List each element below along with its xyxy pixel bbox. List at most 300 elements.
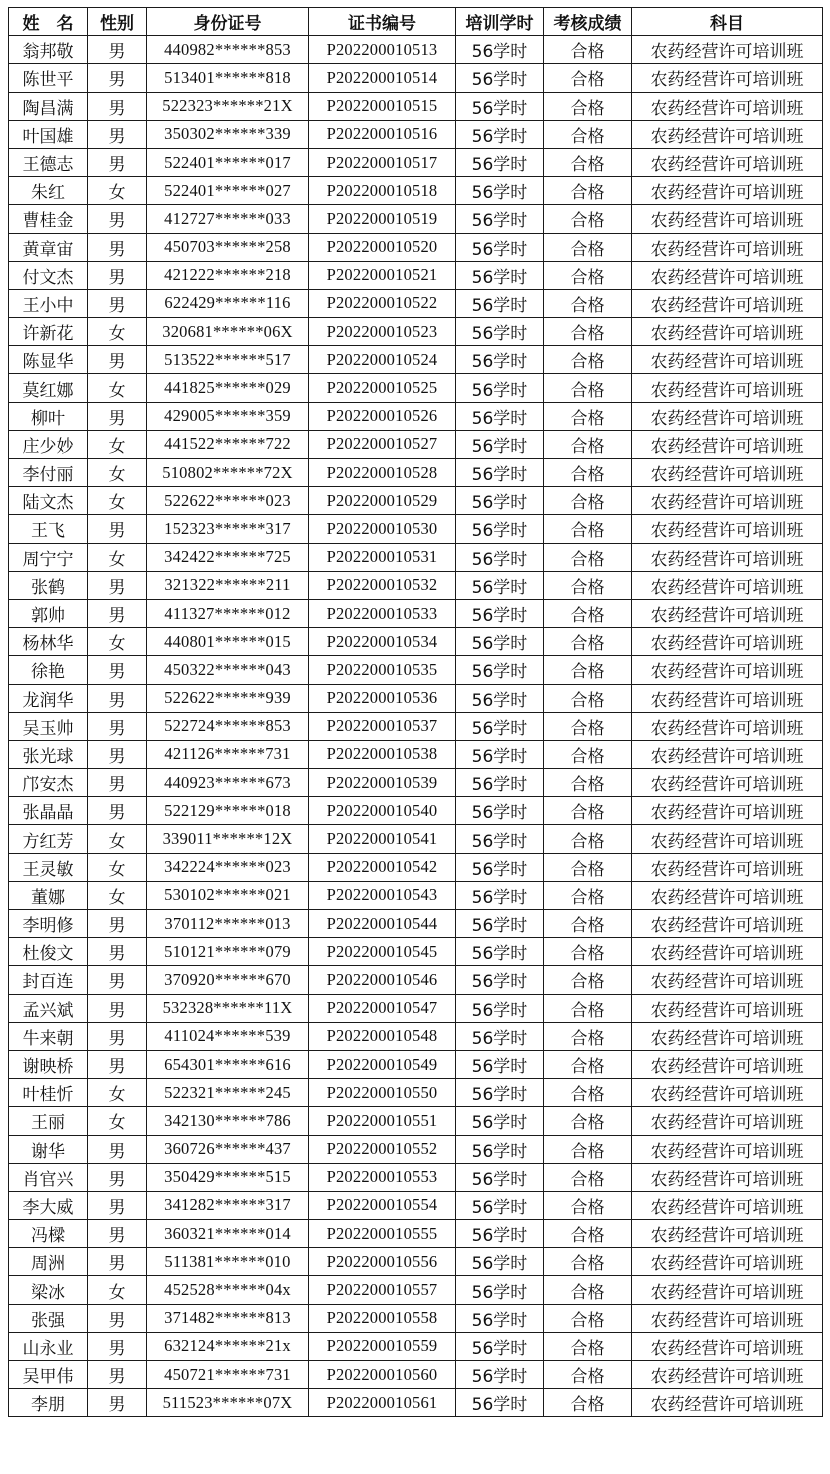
table-row — [9, 346, 823, 374]
gender-cell: 男 — [88, 205, 147, 233]
table-row — [9, 1304, 823, 1332]
name-cell: 许新花 — [9, 318, 88, 346]
subject-cell: 农药经营许可培训班 — [632, 289, 823, 317]
training-hours-cell: 56学时 — [456, 36, 544, 64]
training-hours-cell: 56学时 — [456, 177, 544, 205]
certificate-number-cell: P202200010558 — [309, 1304, 456, 1332]
assessment-result-cell: 合格 — [544, 712, 632, 740]
gender-cell: 女 — [88, 374, 147, 402]
name-cell: 郭帅 — [9, 599, 88, 627]
gender-cell: 女 — [88, 825, 147, 853]
certificate-number-cell: P202200010543 — [309, 881, 456, 909]
subject-cell: 农药经营许可培训班 — [632, 346, 823, 374]
assessment-result-cell: 合格 — [544, 318, 632, 346]
id-number-cell: 360321******014 — [147, 1220, 309, 1248]
table-row — [9, 1191, 823, 1219]
subject-cell: 农药经营许可培训班 — [632, 64, 823, 92]
table-row — [9, 825, 823, 853]
name-cell: 王小中 — [9, 289, 88, 317]
table-row — [9, 1389, 823, 1417]
training-hours-cell: 56学时 — [456, 966, 544, 994]
name-cell: 陶昌满 — [9, 92, 88, 120]
header-name: 姓 名 — [9, 8, 88, 36]
training-hours-cell: 56学时 — [456, 233, 544, 261]
assessment-result-cell: 合格 — [544, 769, 632, 797]
certificate-number-cell: P202200010524 — [309, 346, 456, 374]
training-hours-cell: 56学时 — [456, 459, 544, 487]
id-number-cell: 342130******786 — [147, 1107, 309, 1135]
certificate-number-cell: P202200010553 — [309, 1163, 456, 1191]
certificate-number-cell: P202200010535 — [309, 656, 456, 684]
subject-cell: 农药经营许可培训班 — [632, 148, 823, 176]
gender-cell: 男 — [88, 92, 147, 120]
id-number-cell: 450703******258 — [147, 233, 309, 261]
table-row — [9, 994, 823, 1022]
subject-cell: 农药经营许可培训班 — [632, 910, 823, 938]
table-row — [9, 1079, 823, 1107]
gender-cell: 女 — [88, 318, 147, 346]
name-cell: 叶桂忻 — [9, 1079, 88, 1107]
subject-cell: 农药经营许可培训班 — [632, 1276, 823, 1304]
table-row — [9, 656, 823, 684]
training-hours-cell: 56学时 — [456, 402, 544, 430]
gender-cell: 男 — [88, 1361, 147, 1389]
assessment-result-cell: 合格 — [544, 233, 632, 261]
gender-cell: 男 — [88, 1163, 147, 1191]
id-number-cell: 441825******029 — [147, 374, 309, 402]
training-hours-cell: 56学时 — [456, 712, 544, 740]
table-row — [9, 233, 823, 261]
subject-cell: 农药经营许可培训班 — [632, 402, 823, 430]
assessment-result-cell: 合格 — [544, 684, 632, 712]
training-hours-cell: 56学时 — [456, 318, 544, 346]
id-number-cell: 511381******010 — [147, 1248, 309, 1276]
gender-cell: 男 — [88, 1022, 147, 1050]
training-hours-cell: 56学时 — [456, 1079, 544, 1107]
subject-cell: 农药经营许可培训班 — [632, 459, 823, 487]
name-cell: 邝安杰 — [9, 769, 88, 797]
subject-cell: 农药经营许可培训班 — [632, 1332, 823, 1360]
gender-cell: 女 — [88, 459, 147, 487]
assessment-result-cell: 合格 — [544, 1276, 632, 1304]
name-cell: 冯樑 — [9, 1220, 88, 1248]
gender-cell: 男 — [88, 261, 147, 289]
name-cell: 张光球 — [9, 740, 88, 768]
table-row — [9, 740, 823, 768]
id-number-cell: 622429******116 — [147, 289, 309, 317]
gender-cell: 男 — [88, 599, 147, 627]
subject-cell: 农药经营许可培训班 — [632, 1050, 823, 1078]
training-hours-cell: 56学时 — [456, 64, 544, 92]
subject-cell: 农药经营许可培训班 — [632, 261, 823, 289]
assessment-result-cell: 合格 — [544, 1135, 632, 1163]
training-hours-cell: 56学时 — [456, 1163, 544, 1191]
table-row — [9, 769, 823, 797]
header-id-number: 身份证号 — [147, 8, 309, 36]
name-cell: 柳叶 — [9, 402, 88, 430]
id-number-cell: 450322******043 — [147, 656, 309, 684]
id-number-cell: 440923******673 — [147, 769, 309, 797]
id-number-cell: 421222******218 — [147, 261, 309, 289]
training-hours-cell: 56学时 — [456, 1050, 544, 1078]
assessment-result-cell: 合格 — [544, 656, 632, 684]
name-cell: 王飞 — [9, 515, 88, 543]
name-cell: 莫红娜 — [9, 374, 88, 402]
certificate-number-cell: P202200010547 — [309, 994, 456, 1022]
assessment-result-cell: 合格 — [544, 374, 632, 402]
certificate-number-cell: P202200010551 — [309, 1107, 456, 1135]
certificate-number-cell: P202200010533 — [309, 599, 456, 627]
subject-cell: 农药经营许可培训班 — [632, 966, 823, 994]
table-row — [9, 430, 823, 458]
name-cell: 翁邦敬 — [9, 36, 88, 64]
certificate-number-cell: P202200010536 — [309, 684, 456, 712]
table-row — [9, 402, 823, 430]
id-number-cell: 511523******07X — [147, 1389, 309, 1417]
id-number-cell: 522323******21X — [147, 92, 309, 120]
assessment-result-cell: 合格 — [544, 1079, 632, 1107]
table-row — [9, 177, 823, 205]
training-hours-cell: 56学时 — [456, 543, 544, 571]
training-hours-cell: 56学时 — [456, 628, 544, 656]
trainee-roster-table — [8, 7, 823, 1417]
name-cell: 方红芳 — [9, 825, 88, 853]
assessment-result-cell: 合格 — [544, 346, 632, 374]
name-cell: 曹桂金 — [9, 205, 88, 233]
subject-cell: 农药经营许可培训班 — [632, 515, 823, 543]
name-cell: 李大威 — [9, 1191, 88, 1219]
training-hours-cell: 56学时 — [456, 881, 544, 909]
training-hours-cell: 56学时 — [456, 769, 544, 797]
training-hours-cell: 56学时 — [456, 261, 544, 289]
assessment-result-cell: 合格 — [544, 1361, 632, 1389]
assessment-result-cell: 合格 — [544, 1191, 632, 1219]
gender-cell: 男 — [88, 64, 147, 92]
subject-cell: 农药经营许可培训班 — [632, 656, 823, 684]
assessment-result-cell: 合格 — [544, 402, 632, 430]
name-cell: 梁冰 — [9, 1276, 88, 1304]
id-number-cell: 441522******722 — [147, 430, 309, 458]
certificate-number-cell: P202200010519 — [309, 205, 456, 233]
id-number-cell: 360726******437 — [147, 1135, 309, 1163]
name-cell: 杜俊文 — [9, 938, 88, 966]
certificate-number-cell: P202200010550 — [309, 1079, 456, 1107]
certificate-number-cell: P202200010556 — [309, 1248, 456, 1276]
subject-cell: 农药经营许可培训班 — [632, 1022, 823, 1050]
subject-cell: 农药经营许可培训班 — [632, 177, 823, 205]
name-cell: 王丽 — [9, 1107, 88, 1135]
assessment-result-cell: 合格 — [544, 36, 632, 64]
table-row — [9, 92, 823, 120]
training-hours-cell: 56学时 — [456, 599, 544, 627]
training-hours-cell: 56学时 — [456, 430, 544, 458]
name-cell: 龙润华 — [9, 684, 88, 712]
certificate-number-cell: P202200010559 — [309, 1332, 456, 1360]
assessment-result-cell: 合格 — [544, 289, 632, 317]
id-number-cell: 522622******023 — [147, 487, 309, 515]
training-hours-cell: 56学时 — [456, 740, 544, 768]
header-gender: 性别 — [88, 8, 147, 36]
training-hours-cell: 56学时 — [456, 1276, 544, 1304]
id-number-cell: 370920******670 — [147, 966, 309, 994]
training-hours-cell: 56学时 — [456, 374, 544, 402]
gender-cell: 男 — [88, 1304, 147, 1332]
subject-cell: 农药经营许可培训班 — [632, 797, 823, 825]
training-hours-cell: 56学时 — [456, 938, 544, 966]
subject-cell: 农药经营许可培训班 — [632, 740, 823, 768]
name-cell: 杨林华 — [9, 628, 88, 656]
table-body — [9, 36, 823, 1417]
table-row — [9, 1050, 823, 1078]
subject-cell: 农药经营许可培训班 — [632, 1079, 823, 1107]
subject-cell: 农药经营许可培训班 — [632, 36, 823, 64]
gender-cell: 女 — [88, 881, 147, 909]
certificate-number-cell: P202200010554 — [309, 1191, 456, 1219]
certificate-number-cell: P202200010557 — [309, 1276, 456, 1304]
training-hours-cell: 56学时 — [456, 1389, 544, 1417]
subject-cell: 农药经营许可培训班 — [632, 628, 823, 656]
header-certificate-number: 证书编号 — [309, 8, 456, 36]
training-hours-cell: 56学时 — [456, 910, 544, 938]
assessment-result-cell: 合格 — [544, 797, 632, 825]
id-number-cell: 522401******027 — [147, 177, 309, 205]
id-number-cell: 522401******017 — [147, 148, 309, 176]
gender-cell: 女 — [88, 543, 147, 571]
gender-cell: 男 — [88, 515, 147, 543]
assessment-result-cell: 合格 — [544, 148, 632, 176]
name-cell: 李朋 — [9, 1389, 88, 1417]
certificate-number-cell: P202200010525 — [309, 374, 456, 402]
gender-cell: 男 — [88, 1191, 147, 1219]
id-number-cell: 632124******21x — [147, 1332, 309, 1360]
table-row — [9, 881, 823, 909]
id-number-cell: 532328******11X — [147, 994, 309, 1022]
subject-cell: 农药经营许可培训班 — [632, 1361, 823, 1389]
gender-cell: 男 — [88, 36, 147, 64]
gender-cell: 男 — [88, 148, 147, 176]
header-assessment-result: 考核成绩 — [544, 8, 632, 36]
name-cell: 山永业 — [9, 1332, 88, 1360]
training-hours-cell: 56学时 — [456, 656, 544, 684]
training-hours-cell: 56学时 — [456, 994, 544, 1022]
assessment-result-cell: 合格 — [544, 1050, 632, 1078]
header-training-hours: 培训学时 — [456, 8, 544, 36]
name-cell: 叶国雄 — [9, 120, 88, 148]
training-hours-cell: 56学时 — [456, 1135, 544, 1163]
table-row — [9, 205, 823, 233]
name-cell: 周宁宁 — [9, 543, 88, 571]
name-cell: 庄少妙 — [9, 430, 88, 458]
table-row — [9, 487, 823, 515]
name-cell: 李明修 — [9, 910, 88, 938]
training-hours-cell: 56学时 — [456, 1361, 544, 1389]
gender-cell: 女 — [88, 177, 147, 205]
certificate-number-cell: P202200010549 — [309, 1050, 456, 1078]
subject-cell: 农药经营许可培训班 — [632, 1389, 823, 1417]
subject-cell: 农药经营许可培训班 — [632, 938, 823, 966]
assessment-result-cell: 合格 — [544, 825, 632, 853]
id-number-cell: 411024******539 — [147, 1022, 309, 1050]
assessment-result-cell: 合格 — [544, 261, 632, 289]
subject-cell: 农药经营许可培训班 — [632, 853, 823, 881]
assessment-result-cell: 合格 — [544, 1389, 632, 1417]
gender-cell: 男 — [88, 797, 147, 825]
subject-cell: 农药经营许可培训班 — [632, 233, 823, 261]
training-hours-cell: 56学时 — [456, 1304, 544, 1332]
table-row — [9, 261, 823, 289]
gender-cell: 男 — [88, 289, 147, 317]
id-number-cell: 370112******013 — [147, 910, 309, 938]
name-cell: 谢映桥 — [9, 1050, 88, 1078]
certificate-number-cell: P202200010532 — [309, 571, 456, 599]
id-number-cell: 440801******015 — [147, 628, 309, 656]
table-row — [9, 1163, 823, 1191]
assessment-result-cell: 合格 — [544, 1022, 632, 1050]
assessment-result-cell: 合格 — [544, 205, 632, 233]
table-row — [9, 1248, 823, 1276]
training-hours-cell: 56学时 — [456, 1248, 544, 1276]
subject-cell: 农药经营许可培训班 — [632, 1135, 823, 1163]
subject-cell: 农药经营许可培训班 — [632, 825, 823, 853]
certificate-number-cell: P202200010520 — [309, 233, 456, 261]
gender-cell: 男 — [88, 1050, 147, 1078]
gender-cell: 男 — [88, 910, 147, 938]
subject-cell: 农药经营许可培训班 — [632, 571, 823, 599]
subject-cell: 农药经营许可培训班 — [632, 881, 823, 909]
assessment-result-cell: 合格 — [544, 487, 632, 515]
assessment-result-cell: 合格 — [544, 543, 632, 571]
certificate-number-cell: P202200010555 — [309, 1220, 456, 1248]
training-hours-cell: 56学时 — [456, 571, 544, 599]
name-cell: 吴玉帅 — [9, 712, 88, 740]
id-number-cell: 522129******018 — [147, 797, 309, 825]
table-row — [9, 966, 823, 994]
id-number-cell: 342224******023 — [147, 853, 309, 881]
certificate-number-cell: P202200010530 — [309, 515, 456, 543]
table-row — [9, 515, 823, 543]
subject-cell: 农药经营许可培训班 — [632, 374, 823, 402]
name-cell: 谢华 — [9, 1135, 88, 1163]
name-cell: 张晶晶 — [9, 797, 88, 825]
id-number-cell: 421126******731 — [147, 740, 309, 768]
certificate-number-cell: P202200010541 — [309, 825, 456, 853]
gender-cell: 男 — [88, 656, 147, 684]
certificate-number-cell: P202200010531 — [309, 543, 456, 571]
name-cell: 陆文杰 — [9, 487, 88, 515]
subject-cell: 农药经营许可培训班 — [632, 599, 823, 627]
certificate-number-cell: P202200010529 — [309, 487, 456, 515]
training-hours-cell: 56学时 — [456, 487, 544, 515]
assessment-result-cell: 合格 — [544, 459, 632, 487]
training-hours-cell: 56学时 — [456, 515, 544, 543]
name-cell: 牛来朝 — [9, 1022, 88, 1050]
gender-cell: 女 — [88, 628, 147, 656]
assessment-result-cell: 合格 — [544, 994, 632, 1022]
assessment-result-cell: 合格 — [544, 1107, 632, 1135]
subject-cell: 农药经营许可培训班 — [632, 430, 823, 458]
training-hours-cell: 56学时 — [456, 1220, 544, 1248]
training-hours-cell: 56学时 — [456, 1332, 544, 1360]
assessment-result-cell: 合格 — [544, 430, 632, 458]
assessment-result-cell: 合格 — [544, 881, 632, 909]
id-number-cell: 522622******939 — [147, 684, 309, 712]
certificate-number-cell: P202200010521 — [309, 261, 456, 289]
gender-cell: 男 — [88, 769, 147, 797]
assessment-result-cell: 合格 — [544, 1248, 632, 1276]
gender-cell: 女 — [88, 1079, 147, 1107]
gender-cell: 男 — [88, 994, 147, 1022]
certificate-number-cell: P202200010523 — [309, 318, 456, 346]
assessment-result-cell: 合格 — [544, 571, 632, 599]
assessment-result-cell: 合格 — [544, 966, 632, 994]
name-cell: 吴甲伟 — [9, 1361, 88, 1389]
name-cell: 李付丽 — [9, 459, 88, 487]
gender-cell: 男 — [88, 938, 147, 966]
name-cell: 徐艳 — [9, 656, 88, 684]
gender-cell: 女 — [88, 430, 147, 458]
table-row — [9, 910, 823, 938]
training-hours-cell: 56学时 — [456, 1191, 544, 1219]
certificate-number-cell: P202200010514 — [309, 64, 456, 92]
table-row — [9, 599, 823, 627]
id-number-cell: 371482******813 — [147, 1304, 309, 1332]
assessment-result-cell: 合格 — [544, 853, 632, 881]
table-row — [9, 1361, 823, 1389]
name-cell: 黄章宙 — [9, 233, 88, 261]
name-cell: 张强 — [9, 1304, 88, 1332]
table-row — [9, 543, 823, 571]
training-hours-cell: 56学时 — [456, 289, 544, 317]
id-number-cell: 452528******04x — [147, 1276, 309, 1304]
assessment-result-cell: 合格 — [544, 910, 632, 938]
gender-cell: 男 — [88, 120, 147, 148]
subject-cell: 农药经营许可培训班 — [632, 1220, 823, 1248]
assessment-result-cell: 合格 — [544, 92, 632, 120]
table-row — [9, 318, 823, 346]
table-row — [9, 148, 823, 176]
table-header — [9, 8, 823, 36]
header-subject: 科目 — [632, 8, 823, 36]
gender-cell: 男 — [88, 684, 147, 712]
name-cell: 王德志 — [9, 148, 88, 176]
assessment-result-cell: 合格 — [544, 1163, 632, 1191]
name-cell: 张鹤 — [9, 571, 88, 599]
gender-cell: 男 — [88, 1135, 147, 1163]
certificate-number-cell: P202200010527 — [309, 430, 456, 458]
id-number-cell: 341282******317 — [147, 1191, 309, 1219]
certificate-number-cell: P202200010534 — [309, 628, 456, 656]
certificate-number-cell: P202200010545 — [309, 938, 456, 966]
certificate-number-cell: P202200010528 — [309, 459, 456, 487]
gender-cell: 女 — [88, 487, 147, 515]
table-row — [9, 1332, 823, 1360]
table-row — [9, 64, 823, 92]
certificate-number-cell: P202200010513 — [309, 36, 456, 64]
certificate-number-cell: P202200010539 — [309, 769, 456, 797]
subject-cell: 农药经营许可培训班 — [632, 1191, 823, 1219]
training-hours-cell: 56学时 — [456, 346, 544, 374]
table-row — [9, 938, 823, 966]
subject-cell: 农药经营许可培训班 — [632, 1304, 823, 1332]
certificate-number-cell: P202200010518 — [309, 177, 456, 205]
name-cell: 孟兴斌 — [9, 994, 88, 1022]
assessment-result-cell: 合格 — [544, 599, 632, 627]
table-row — [9, 571, 823, 599]
id-number-cell: 429005******359 — [147, 402, 309, 430]
subject-cell: 农药经营许可培训班 — [632, 994, 823, 1022]
certificate-number-cell: P202200010516 — [309, 120, 456, 148]
certificate-number-cell: P202200010537 — [309, 712, 456, 740]
